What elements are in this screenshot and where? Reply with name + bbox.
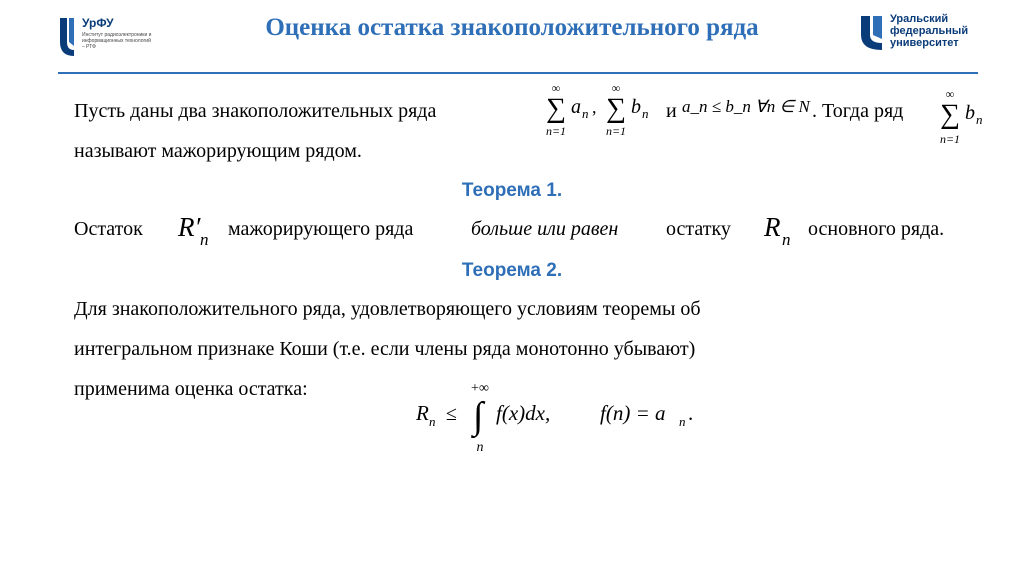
sum-a-symbol: ∑ [546,93,566,124]
r-prime-sub: n [200,230,209,249]
svg-text:,: , [592,97,597,117]
line2: называют мажорирующим рядом. [74,140,362,162]
f-of-n: f(n) = a [600,401,666,425]
theorem1-text-c: больше или равен [471,218,619,240]
r-sub: n [782,230,791,249]
sum-a-sub: n [582,106,589,121]
left-logo-name: УрФУ [82,16,114,30]
sum-b-lower: n=1 [605,124,627,138]
r-symbol: R [764,212,781,242]
theorem1-text-b: мажорирующего ряда [228,218,414,240]
sum-a-lower: n=1 [545,124,567,138]
sum-b-symbol: ∑ [606,93,626,124]
theorem1-text-e: основного ряда. [808,218,945,240]
est-r-sub: n [429,414,436,429]
svg-text:≤: ≤ [446,403,457,425]
university-logo-icon [860,15,884,51]
condition-text: a_n ≤ b_n ∀n ∈ N [682,97,810,116]
line1-and: и [666,100,677,122]
sum-m-upper: ∞ [945,87,955,101]
sum-m-symbol: ∑ [940,99,960,130]
theorem1-heading: Теорема 1. [461,180,563,201]
sum-b-term: b [631,96,641,118]
sum-a-upper: ∞ [551,81,561,95]
theorem2-line2: интегральном признаке Коши (т.е. если члены ряда монотонно убывают) [74,338,696,360]
right-logo-text [890,13,968,49]
integral-upper: +∞ [471,381,489,396]
sum-b-upper: ∞ [611,81,621,95]
left-logo-subtitle: Институт радиоэлектроники и информационных технологий – РТФ [82,32,152,50]
integral-symbol: ∫ [473,395,484,437]
sum-m-sub: n [976,112,983,127]
sum-m-term: b [965,102,975,124]
theorem2-heading: Теорема 2. [461,260,563,281]
integral-body: f(x)dx, [496,401,551,425]
theorem2-line3: применима оценка остатка: [74,378,308,400]
sum-a-term: a [571,96,581,118]
sum-b-sub: n [642,106,649,121]
right-logo-line-1: Уральский [890,13,949,25]
integral-lower: n [476,440,484,455]
r-prime-formula [178,208,222,250]
series-sum-majorant [936,86,996,148]
theorem2-line1: Для знакоположительного ряда, удовлетворяющего условиям теоремы об [74,298,701,320]
f-of-n-sub: n [679,414,686,429]
condition-formula [682,94,812,122]
theorem1-text-d: остатку [666,218,731,240]
header-divider [58,72,978,74]
r-prime-symbol: R′ [178,212,201,242]
slide-title: Оценка остатка знакоположительного ряда [265,14,759,41]
sum-m-lower: n=1 [939,132,961,146]
right-logo-line-3: университет [890,37,959,49]
integral-estimate-formula [416,378,716,458]
line1-prefix: Пусть даны два знакоположительных ряда [74,100,437,122]
formula-period: . [688,401,694,425]
est-r: R [416,401,429,425]
line1-then: . Тогда ряд [812,100,904,122]
series-sum-b [602,80,662,140]
right-logo-line-2: федеральный [890,25,969,37]
r-formula [764,210,800,250]
urfu-logo-right [860,13,990,61]
theorem1-text-a: Остаток [74,218,143,240]
